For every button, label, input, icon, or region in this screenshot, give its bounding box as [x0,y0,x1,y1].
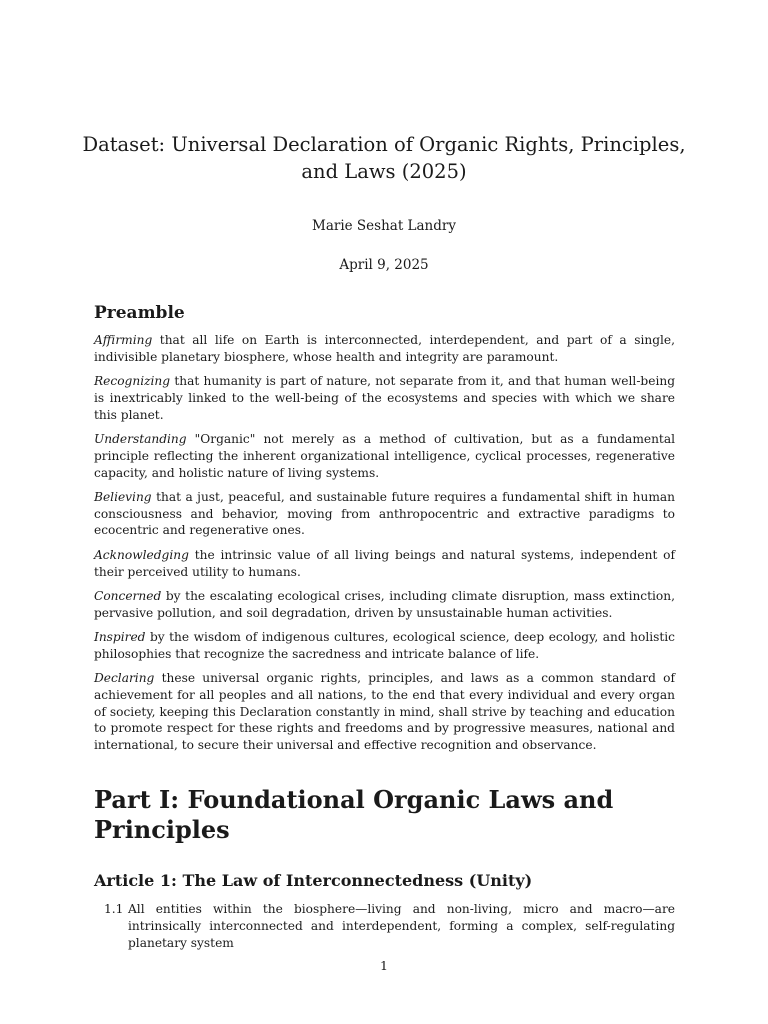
document-title: Dataset: Universal Declaration of Organic Rights, Principles, and Laws (2025) [82,133,686,183]
preamble-paragraph [94,489,675,539]
paragraph-lead: Acknowledging [94,547,189,562]
clause-number: 1.1 [104,902,124,916]
paragraph-lead: Concerned [94,588,162,603]
paragraph-lead: Inspired [94,629,146,644]
preamble-paragraph [94,670,675,754]
paragraph-lead: Recognizing [94,374,171,389]
article-heading: Article 1: The Law of Interconnectedness (Unity) [94,871,533,890]
paragraph-lead: Understanding [94,431,187,446]
document-date: April 9, 2025 [339,257,429,273]
preamble-paragraph [94,588,675,622]
paragraph-text: the intrinsic value of all living beings and natural systems, independent of their perceived utility to humans. [94,547,675,579]
preamble-paragraph [94,431,675,481]
paragraph-text: that a just, peaceful, and sustainable future requires a fundamental shift in human consciousness and behavior, moving from anthropocentric and extractive paradigms to ecocentric and regenerative ones. [94,489,675,538]
paragraph-text: these universal organic rights, principles, and laws as a common standard of achievement for all peoples and all nations, to the end that every individual and every organ of society, keeping this Declaration constantly in mind, shall strive by teaching and education to promote respect for these rights and freedoms and by progressive measures, national and international, to secure their universal and effective recognition and observance. [94,671,675,753]
preamble-paragraph [94,547,675,581]
paragraph-text: that humanity is part of nature, not separate from it, and that human well-being is inextricably linked to the well-being of the ecosystems and species with which we share this planet. [94,374,675,422]
paragraph-lead: Affirming [94,333,153,347]
page-number: 1 [380,958,388,973]
document-author: Marie Seshat Landry [312,218,456,234]
paragraph-text: by the wisdom of indigenous cultures, ecological science, deep ecology, and holistic philosophies that recognize the sacredness and intricate balance of life. [94,629,675,661]
paragraph-lead: Declaring [94,671,155,686]
part-heading: Part I: Foundational Organic Laws and Principles [94,785,614,844]
paragraph-text: that all life on Earth is interconnected, interdependent, and part of a single, indivisible planetary biosphere, whose health and integrity are paramount. [94,333,675,364]
paragraph-text: by the escalating ecological crises, including climate disruption, mass extinction, pervasive pollution, and soil degradation, driven by unsustainable human activities. [94,588,675,620]
preamble-body [94,332,675,762]
paragraph-lead: Believing [94,489,152,504]
clause-text: All entities within the biosphere—living and non-living, micro and macro—are intrinsically interconnected and interdependent, forming a complex, self-regulating planetary system [128,902,675,950]
paragraph-text: "Organic" not merely as a method of cultivation, but as a fundamental principle reflecting the inherent organizational intelligence, cyclical processes, regenerative capacity, and holistic nature of living systems. [94,431,675,480]
preamble-paragraph [94,629,675,663]
preamble-paragraph [94,373,675,423]
preamble-heading: Preamble [94,303,185,323]
preamble-paragraph [94,332,675,366]
